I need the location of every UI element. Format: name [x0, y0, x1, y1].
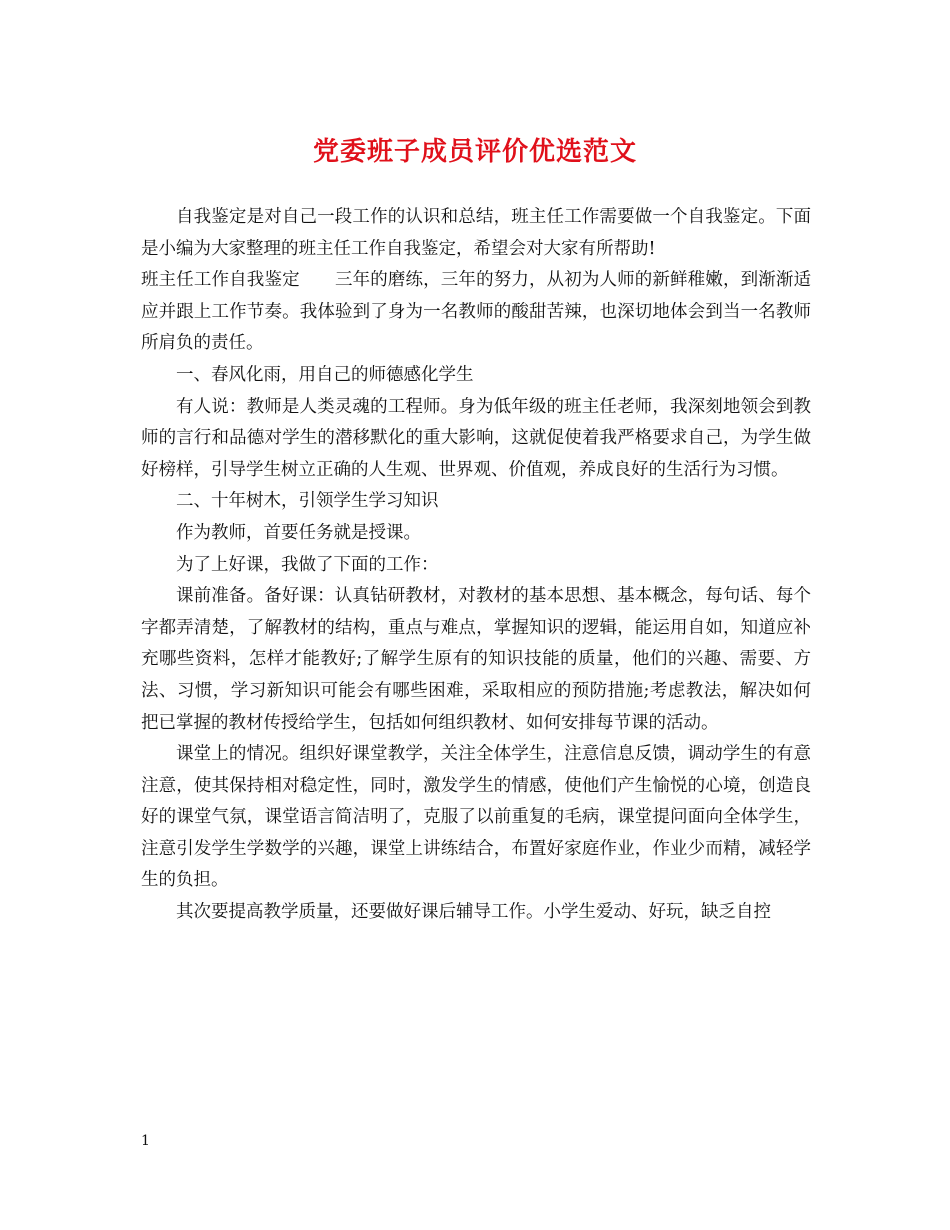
page-number: 1 [141, 1133, 150, 1149]
paragraph: 有人说：教师是人类灵魂的工程师。身为低年级的班主任老师，我深刻地领会到教师的言行和品德对学生的潜移默化的重大影响，这就促使着我严格要求自己，为学生做好榜样，引导学生树立正确的人生观、世界观、价值观，养成良好的生活行为习惯。 [141, 396, 811, 480]
paragraph: 课堂上的情况。组织好课堂教学，关注全体学生，注意信息反馈，调动学生的有意注意，使其保持相对稳定性，同时，激发学生的情感，使他们产生愉悦的心境，创造良好的课堂气氛，课堂语言简洁明了，克服了以前重复的毛病，课堂提问面向全体学生，注意引发学生学数学的兴趣，课堂上讲练结合，布置好家庭作业，作业少而精，减轻学生的负担。 [141, 744, 811, 891]
paragraph: 为了上好课，我做了下面的工作： [176, 554, 439, 575]
document-title: 党委班子成员评价优选范文 [312, 137, 637, 167]
section-heading: 二、十年树木，引领学生学习知识 [176, 491, 439, 512]
paragraph: 其次要提高教学质量，还要做好课后辅导工作。小学生爱动、好玩，缺乏自控 [176, 902, 771, 923]
document-body [141, 202, 811, 929]
paragraph: 课前准备。备好课：认真钻研教材，对教材的基本思想、基本概念，每句话、每个字都弄清楚，了解教材的结构，重点与难点，掌握知识的逻辑，能运用自如，知道应补充哪些资料，怎样才能教好;了解学生原有的知识技能的质量，他们的兴趣、需要、方法、习惯，学习新知识可能会有哪些困难，采取相应的预防措施;考虑教法，解决如何把已掌握的教材传授给学生，包括如何组织教材、如何安排每节课的活动。 [141, 586, 811, 733]
paragraph: 作为教师，首要任务就是授课。 [176, 522, 421, 543]
section-heading: 一、春风化雨，用自己的师德感化学生 [176, 364, 474, 385]
paragraph: 自我鉴定是对自己一段工作的认识和总结，班主任工作需要做一个自我鉴定。下面是小编为大家整理的班主任工作自我鉴定，希望会对大家有所帮助! [141, 207, 811, 259]
paragraph: 班主任工作自我鉴定 三年的磨练，三年的努力，从初为人师的新鲜稚嫩，到渐渐适应并跟上工作节奏。我体验到了身为一名教师的酸甜苦辣，也深切地体会到当一名教师所肩负的责任。 [141, 270, 811, 354]
